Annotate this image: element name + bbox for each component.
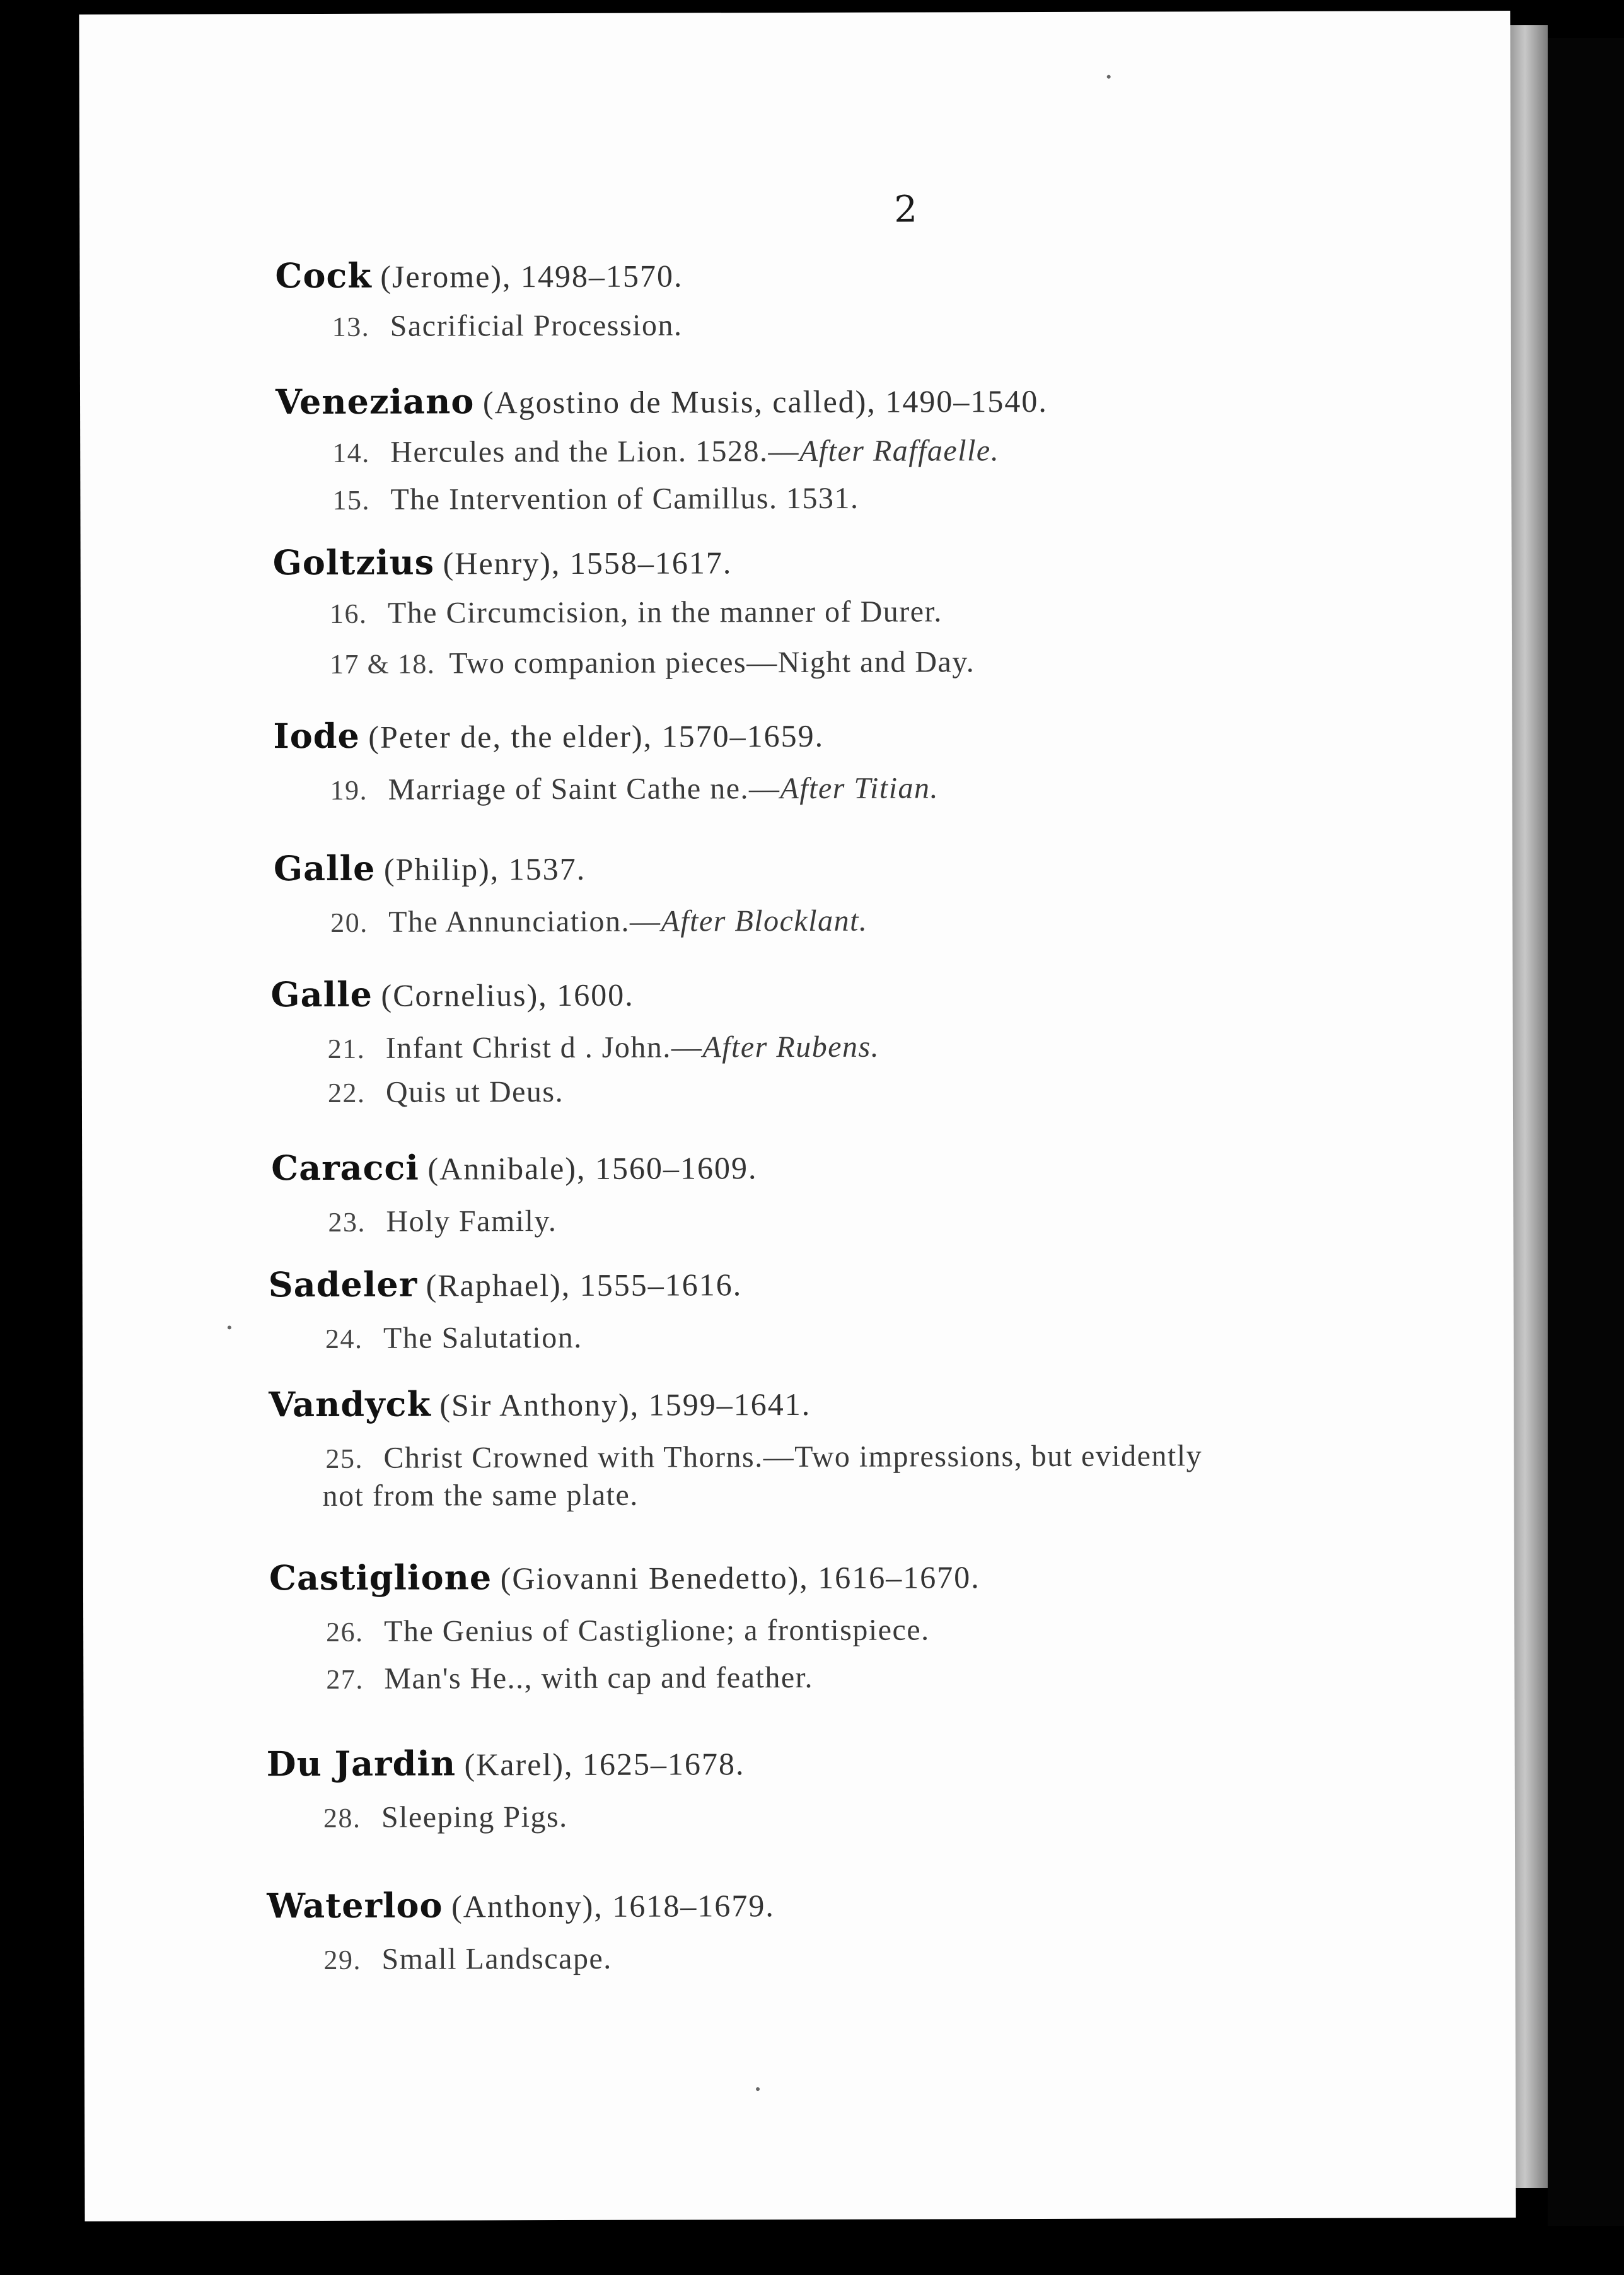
artist-name: Caracci xyxy=(271,1147,419,1189)
artist-name: Castiglione xyxy=(269,1557,492,1598)
work-number: 19. xyxy=(330,774,368,806)
work-item xyxy=(328,1069,564,1116)
work-item xyxy=(328,1025,880,1072)
work-continuation: not from the same plate. xyxy=(322,1478,639,1513)
artist-heading xyxy=(267,1882,775,1929)
work-item xyxy=(332,476,859,523)
artist-details: (Philip), 1537. xyxy=(383,851,586,887)
work-number: 26. xyxy=(326,1616,364,1648)
artist-name: Sadeler xyxy=(268,1264,418,1305)
artist-heading xyxy=(270,972,634,1018)
page-number: 2 xyxy=(894,187,918,231)
scan-speck xyxy=(228,1325,231,1329)
artist-heading xyxy=(267,1740,745,1787)
artist-details: (Sir Anthony), 1599–1641. xyxy=(439,1386,811,1423)
work-attribution: After Titian. xyxy=(780,771,939,806)
work-number: 27. xyxy=(326,1663,364,1695)
work-title: Christ Crowned with Thorns.—Two impressions, but evidently xyxy=(383,1439,1203,1475)
work-attribution: After Blocklant. xyxy=(661,904,868,938)
work-title: The Intervention of Camillus. 1531. xyxy=(390,481,859,516)
work-title: Man's He.., with cap and feather. xyxy=(384,1660,814,1696)
work-title: Infant Christ d . John.— xyxy=(385,1030,703,1065)
work-title: Sacrificial Procession. xyxy=(390,308,683,343)
work-item xyxy=(330,589,942,637)
catalogue-page xyxy=(79,11,1516,2221)
work-item xyxy=(330,639,975,687)
work-item xyxy=(332,303,683,349)
artist-name: Du Jardin xyxy=(266,1743,456,1784)
artist-details: (Jerome), 1498–1570. xyxy=(380,258,683,294)
work-title: Two companion pieces—Night and Day. xyxy=(449,645,975,680)
work-item xyxy=(323,1936,612,1983)
artist-details: (Giovanni Benedetto), 1616–1670. xyxy=(500,1559,980,1597)
artist-name: Goltzius xyxy=(272,542,435,583)
page-edge-shadow xyxy=(1510,25,1548,2188)
catalogue-entries xyxy=(79,11,1516,2221)
scan-speck xyxy=(756,2087,760,2091)
work-title: The Genius of Castiglione; a frontispiece. xyxy=(384,1613,930,1648)
work-item xyxy=(326,1607,930,1655)
work-number: 17 & 18. xyxy=(330,648,436,680)
artist-details: (Henry), 1558–1617. xyxy=(443,545,733,581)
work-title: Hercules and the Lion. 1528.— xyxy=(390,434,799,469)
artist-heading xyxy=(276,378,1048,425)
artist-heading xyxy=(273,713,824,759)
artist-details: (Peter de, the elder), 1570–1659. xyxy=(368,718,825,755)
work-number: 20. xyxy=(330,907,368,938)
artist-details: (Karel), 1625–1678. xyxy=(464,1746,745,1783)
artist-heading xyxy=(269,1554,980,1601)
work-title: Sleeping Pigs. xyxy=(381,1800,568,1834)
artist-heading xyxy=(275,252,683,299)
work-attribution: After Raffaelle. xyxy=(799,434,1000,468)
artist-details: (Raphael), 1555–1616. xyxy=(426,1267,743,1303)
work-number: 29. xyxy=(323,1944,362,1975)
work-number: 16. xyxy=(329,598,368,629)
work-title: The Circumcision, in the manner of Durer. xyxy=(387,595,942,630)
artist-details: (Cornelius), 1600. xyxy=(381,977,634,1013)
artist-name: Iode xyxy=(273,715,360,757)
artist-heading xyxy=(269,1261,743,1308)
work-attribution: After Rubens. xyxy=(702,1030,880,1064)
work-number: 28. xyxy=(323,1802,361,1834)
artist-name: Vandyck xyxy=(269,1383,431,1425)
artist-heading xyxy=(269,1381,811,1428)
page-edge-dark xyxy=(1548,38,1624,2226)
work-item xyxy=(323,1795,568,1841)
artist-name: Waterloo xyxy=(267,1885,443,1926)
artist-details: (Anthony), 1618–1679. xyxy=(451,1888,775,1924)
work-item xyxy=(326,1655,813,1702)
work-number: 14. xyxy=(332,437,370,468)
artist-name: Cock xyxy=(275,255,372,296)
artist-name: Veneziano xyxy=(275,381,475,422)
artist-heading xyxy=(273,539,733,586)
work-item xyxy=(330,765,939,813)
artist-details: (Annibale), 1560–1609. xyxy=(427,1150,758,1187)
work-number: 15. xyxy=(332,484,371,516)
work-number: 21. xyxy=(327,1033,366,1064)
artist-name: Galle xyxy=(273,847,376,889)
work-number: 13. xyxy=(332,311,370,342)
work-number: 23. xyxy=(328,1206,366,1238)
work-title: The Annunciation.— xyxy=(388,904,661,939)
work-number: 25. xyxy=(325,1443,363,1474)
work-title: The Salutation. xyxy=(383,1320,583,1355)
work-item xyxy=(325,1315,583,1362)
work-number: 24. xyxy=(325,1323,363,1354)
work-title: Marriage of Saint Cathe ne.— xyxy=(388,772,780,806)
artist-name: Galle xyxy=(270,974,373,1015)
work-number: 22. xyxy=(327,1077,366,1108)
artist-heading xyxy=(274,846,586,892)
artist-details: (Agostino de Musis, called), 1490–1540. xyxy=(482,383,1048,421)
scan-speck xyxy=(1107,75,1111,79)
work-title: Small Landscape. xyxy=(381,1941,612,1976)
work-title: Holy Family. xyxy=(386,1204,557,1238)
artist-heading xyxy=(271,1144,757,1191)
work-item xyxy=(330,899,867,946)
work-title: Quis ut Deus. xyxy=(385,1074,564,1109)
work-item xyxy=(332,428,999,476)
work-item xyxy=(328,1199,557,1245)
